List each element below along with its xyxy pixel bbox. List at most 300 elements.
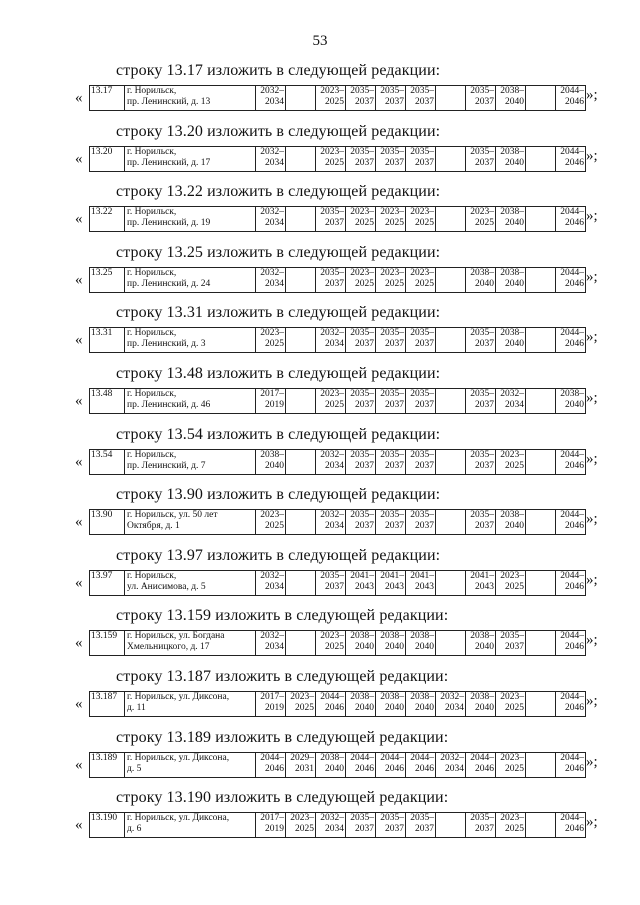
year-start: 2032–: [440, 692, 464, 702]
year-end: 2037: [355, 157, 374, 168]
year-range-cell: [436, 86, 466, 111]
year-range-cell: [316, 449, 346, 474]
address-cell: [125, 389, 256, 414]
year-range-cell: [556, 267, 586, 292]
year-range-cell: [406, 813, 436, 838]
year-end: 2019: [265, 400, 284, 410]
year-start: 2038–: [560, 389, 584, 399]
year-range-cell: [346, 752, 376, 777]
year-range-cell: [376, 328, 406, 353]
year-end: 2046: [565, 218, 584, 229]
year-start: 2023–: [320, 86, 344, 96]
year-range-cell: [406, 449, 436, 474]
year-start: 2038–: [380, 631, 404, 642]
year-start: 2035–: [320, 207, 344, 218]
year-end: 2034: [325, 521, 344, 532]
year-end: 2025: [505, 763, 524, 774]
row-number-cell: 13.189: [90, 752, 125, 777]
year-start: 2044–: [350, 752, 374, 763]
year-range-cell: [286, 267, 316, 292]
year-range-cell: [256, 510, 286, 535]
year-end: 2037: [415, 339, 434, 350]
address-line: Октября, д. 1: [127, 521, 180, 532]
year-range-cell: [346, 449, 376, 474]
year-range-cell: [316, 692, 346, 717]
year-start: 2038–: [260, 449, 284, 460]
year-end: 2034: [265, 97, 284, 107]
year-range-cell: [556, 692, 586, 717]
year-start: 2035–: [500, 631, 524, 642]
year-end: 2046: [565, 703, 584, 713]
quote-open: «: [75, 514, 83, 531]
year-start: 2032–: [260, 570, 284, 581]
year-start: 2038–: [410, 631, 434, 642]
year-range-cell: [496, 692, 526, 717]
year-end: 2034: [505, 400, 524, 410]
year-end: 2034: [325, 460, 344, 471]
year-range-cell: [526, 449, 556, 474]
year-start: 2035–: [380, 86, 404, 96]
year-range-cell: [526, 267, 556, 292]
year-end: 2025: [325, 642, 344, 653]
year-end: 2037: [415, 157, 434, 168]
quote-open: «: [75, 696, 83, 712]
year-range-cell: [376, 449, 406, 474]
year-range-cell: [436, 510, 466, 535]
year-end: 2025: [325, 97, 344, 107]
amendment-block: [0, 244, 640, 304]
year-end: 2025: [355, 278, 374, 289]
year-end: 2046: [565, 278, 584, 289]
year-end: 2040: [505, 157, 524, 168]
address-cell: [125, 510, 256, 535]
year-end: 2046: [565, 157, 584, 168]
year-start: 2035–: [380, 510, 404, 521]
year-range-cell: [376, 631, 406, 656]
amendment-heading: строку 13.31 изложить в следующей редакции:: [116, 304, 441, 322]
address-line: г. Норильск,: [127, 267, 177, 278]
year-range-cell: [316, 389, 346, 414]
year-range-cell: [406, 146, 436, 171]
address-line: пр. Ленинский, д. 7: [127, 460, 206, 471]
year-range-cell: [496, 449, 526, 474]
year-range-cell: [466, 510, 496, 535]
year-range-cell: [376, 752, 406, 777]
year-start: 2035–: [410, 328, 434, 339]
year-start: 2023–: [320, 631, 344, 642]
amendment-heading: строку 13.22 изложить в следующей редакции:: [116, 183, 441, 201]
year-range-cell: [436, 146, 466, 171]
year-range-cell: [556, 631, 586, 656]
address-line: г. Норильск,: [127, 389, 177, 399]
year-range-cell: [496, 207, 526, 232]
year-start: 2044–: [560, 510, 584, 521]
address-cell: [125, 207, 256, 232]
year-end: 2046: [415, 763, 434, 774]
year-end: 2037: [475, 97, 494, 107]
year-range-cell: [526, 631, 556, 656]
year-range-cell: [526, 570, 556, 595]
amendment-heading: строку 13.90 изложить в следующей редакции:: [116, 486, 441, 504]
year-range-cell: [496, 631, 526, 656]
year-start: 2044–: [560, 146, 584, 157]
quote-close: »;: [586, 511, 598, 528]
year-range-cell: [346, 207, 376, 232]
year-range-cell: [346, 328, 376, 353]
year-start: 2035–: [350, 510, 374, 521]
year-range-cell: [256, 752, 286, 777]
quote-open: «: [75, 756, 83, 773]
year-range-cell: [406, 752, 436, 777]
year-start: 2035–: [380, 813, 404, 824]
year-range-cell: [556, 813, 586, 838]
year-range-cell: [376, 207, 406, 232]
year-range-cell: [286, 510, 316, 535]
quote-open: «: [75, 453, 83, 470]
quote-open: «: [75, 211, 83, 228]
year-end: 2040: [355, 703, 374, 713]
amendment-heading: строку 13.189 изложить в следующей редакции:: [116, 728, 449, 746]
amendment-block: [0, 304, 640, 364]
year-start: 2023–: [500, 692, 524, 702]
year-range-cell: [346, 389, 376, 414]
row-number-cell: 13.97: [90, 570, 125, 595]
year-start: 2035–: [350, 146, 374, 157]
address-line: г. Норильск,: [127, 207, 177, 218]
year-start: 2044–: [380, 752, 404, 763]
year-range-cell: [406, 207, 436, 232]
year-range-cell: [346, 692, 376, 717]
year-start: 2035–: [350, 328, 374, 339]
amendment-table-row: [89, 146, 586, 172]
year-start: 2038–: [410, 692, 434, 702]
year-end: 2037: [385, 460, 404, 471]
year-range-cell: [526, 813, 556, 838]
amendment-heading: строку 13.48 изложить в следующей редакции:: [116, 365, 441, 382]
year-range-cell: [496, 510, 526, 535]
year-end: 2043: [385, 581, 404, 592]
row-number-cell: 13.17: [90, 86, 125, 111]
year-start: 2023–: [260, 510, 284, 521]
year-range-cell: [466, 631, 496, 656]
year-range-cell: [286, 207, 316, 232]
year-end: 2034: [445, 763, 464, 774]
year-end: 2046: [565, 460, 584, 471]
year-end: 2037: [475, 521, 494, 532]
year-range-cell: [526, 328, 556, 353]
year-range-cell: [466, 389, 496, 414]
year-range-cell: [526, 692, 556, 717]
year-end: 2034: [265, 278, 284, 289]
year-range-cell: [526, 146, 556, 171]
year-end: 2019: [265, 824, 284, 835]
year-range-cell: [256, 631, 286, 656]
year-end: 2046: [355, 763, 374, 774]
year-end: 2034: [265, 581, 284, 592]
year-start: 2035–: [350, 389, 374, 399]
year-end: 2046: [265, 763, 284, 774]
amendment-table-row: [89, 449, 586, 475]
address-line: г. Норильск, ул. Диксона,: [127, 752, 230, 763]
year-range-cell: [556, 328, 586, 353]
year-start: 2035–: [470, 146, 494, 157]
address-line: Хмельницкого, д. 17: [127, 642, 210, 653]
year-range-cell: [376, 813, 406, 838]
year-start: 2032–: [440, 752, 464, 763]
amendment-table-row: [89, 388, 586, 414]
year-start: 2035–: [320, 570, 344, 581]
year-end: 2046: [565, 339, 584, 350]
year-start: 2032–: [320, 449, 344, 460]
year-range-cell: [256, 207, 286, 232]
amendment-block: [0, 789, 640, 849]
quote-close: »;: [586, 147, 598, 164]
year-end: 2037: [475, 339, 494, 350]
year-end: 2040: [505, 97, 524, 107]
year-range-cell: [316, 267, 346, 292]
year-range-cell: [526, 752, 556, 777]
year-range-cell: [436, 207, 466, 232]
year-range-cell: [556, 449, 586, 474]
year-range-cell: [376, 692, 406, 717]
amendment-table-row: [89, 85, 586, 111]
year-start: 2035–: [470, 389, 494, 399]
year-range-cell: [406, 86, 436, 111]
year-start: 2023–: [290, 692, 314, 702]
year-end: 2043: [415, 581, 434, 592]
row-number-cell: 13.48: [90, 389, 125, 414]
row-number-cell: 13.159: [90, 631, 125, 656]
year-end: 2025: [385, 218, 404, 229]
year-start: 2038–: [350, 692, 374, 702]
year-range-cell: [436, 692, 466, 717]
year-start: 2038–: [500, 267, 524, 278]
amendment-block: [0, 729, 640, 789]
year-range-cell: [376, 570, 406, 595]
year-start: 2041–: [380, 570, 404, 581]
year-range-cell: [286, 692, 316, 717]
address-cell: [125, 692, 256, 717]
year-start: 2035–: [320, 267, 344, 278]
year-end: 2046: [565, 763, 584, 774]
amendment-heading: строку 13.190 изложить в следующей редакции:: [116, 789, 449, 807]
year-end: 2025: [295, 824, 314, 835]
address-line: д. 6: [127, 824, 142, 835]
year-end: 2037: [355, 400, 374, 410]
year-start: 2038–: [500, 510, 524, 521]
year-end: 2046: [565, 581, 584, 592]
year-start: 2032–: [320, 813, 344, 824]
year-start: 2032–: [260, 146, 284, 157]
year-range-cell: [376, 146, 406, 171]
year-range-cell: [346, 510, 376, 535]
year-start: 2044–: [410, 752, 434, 763]
year-end: 2025: [475, 218, 494, 229]
year-end: 2037: [355, 824, 374, 835]
year-start: 2032–: [260, 207, 284, 218]
row-number-cell: 13.31: [90, 328, 125, 353]
year-range-cell: [286, 752, 316, 777]
year-start: 2044–: [260, 752, 284, 763]
amendment-table-row: [89, 812, 586, 838]
year-end: 2040: [505, 521, 524, 532]
year-range-cell: [526, 207, 556, 232]
year-start: 2023–: [290, 813, 314, 824]
quote-close: »;: [586, 450, 598, 467]
quote-close: »;: [586, 571, 598, 588]
address-line: пр. Ленинский, д. 24: [127, 278, 211, 289]
year-end: 2034: [325, 824, 344, 835]
amendment-block: [0, 365, 640, 425]
year-start: 2023–: [380, 267, 404, 278]
year-start: 2044–: [560, 267, 584, 278]
quote-close: »;: [586, 632, 598, 649]
year-start: 2029–: [290, 752, 314, 763]
amendment-block: [0, 668, 640, 728]
year-end: 2025: [355, 218, 374, 229]
year-start: 2044–: [560, 692, 584, 702]
address-cell: [125, 146, 256, 171]
year-end: 2025: [325, 157, 344, 168]
amendment-table-row: [89, 630, 586, 656]
year-end: 2025: [265, 521, 284, 532]
amendment-block: [0, 547, 640, 607]
year-start: 2038–: [470, 631, 494, 642]
row-number-cell: 13.22: [90, 207, 125, 232]
year-range-cell: [466, 328, 496, 353]
year-end: 2046: [385, 763, 404, 774]
year-range-cell: [256, 328, 286, 353]
address-line: г. Норильск,: [127, 146, 177, 157]
amendment-table-row: [89, 752, 586, 778]
year-range-cell: [556, 207, 586, 232]
year-range-cell: [346, 813, 376, 838]
quote-open: «: [75, 332, 83, 349]
year-start: 2038–: [500, 146, 524, 157]
year-range-cell: [556, 86, 586, 111]
year-start: 2044–: [560, 752, 584, 763]
address-line: г. Норильск,: [127, 570, 177, 581]
year-start: 2035–: [380, 146, 404, 157]
year-end: 2034: [445, 703, 464, 713]
year-range-cell: [496, 267, 526, 292]
amendment-table-row: [89, 691, 586, 717]
year-start: 2035–: [470, 813, 494, 824]
year-range-cell: [316, 813, 346, 838]
year-start: 2035–: [380, 328, 404, 339]
year-end: 2025: [415, 278, 434, 289]
address-cell: [125, 813, 256, 838]
amendment-block: [0, 123, 640, 183]
year-start: 2035–: [380, 389, 404, 399]
address-cell: [125, 570, 256, 595]
year-range-cell: [556, 570, 586, 595]
year-start: 2023–: [500, 570, 524, 581]
year-range-cell: [556, 146, 586, 171]
page-number: 53: [312, 33, 328, 49]
address-line: пр. Ленинский, д. 17: [127, 157, 211, 168]
row-number-cell: 13.20: [90, 146, 125, 171]
year-end: 2025: [325, 400, 344, 410]
year-end: 2025: [505, 581, 524, 592]
quote-close: »;: [586, 753, 598, 770]
year-end: 2034: [325, 339, 344, 350]
year-start: 2032–: [320, 510, 344, 521]
year-range-cell: [406, 631, 436, 656]
year-end: 2046: [325, 703, 344, 713]
year-end: 2040: [475, 278, 494, 289]
quote-close: »;: [586, 268, 598, 285]
year-end: 2040: [415, 642, 434, 653]
year-range-cell: [466, 692, 496, 717]
year-end: 2040: [355, 642, 374, 653]
year-range-cell: [346, 631, 376, 656]
year-range-cell: [316, 631, 346, 656]
year-range-cell: [496, 752, 526, 777]
year-start: 2023–: [350, 267, 374, 278]
year-start: 2017–: [260, 389, 284, 399]
year-range-cell: [496, 813, 526, 838]
year-start: 2041–: [470, 570, 494, 581]
year-start: 2032–: [500, 389, 524, 399]
year-start: 2044–: [560, 207, 584, 218]
year-range-cell: [556, 389, 586, 414]
amendment-heading: строку 13.25 изложить в следующей редакции:: [116, 243, 441, 261]
year-start: 2038–: [500, 328, 524, 339]
address-line: г. Норильск,: [127, 328, 177, 339]
year-start: 2044–: [560, 570, 584, 581]
quote-open: «: [75, 574, 83, 591]
year-range-cell: [256, 267, 286, 292]
year-range-cell: [526, 510, 556, 535]
year-range-cell: [256, 570, 286, 595]
year-end: 2034: [265, 642, 284, 653]
address-line: пр. Ленинский, д. 13: [127, 97, 211, 107]
year-range-cell: [316, 570, 346, 595]
address-line: г. Норильск, ул. Диксона,: [127, 692, 230, 702]
year-range-cell: [406, 570, 436, 595]
year-end: 2037: [325, 581, 344, 592]
year-end: 2037: [475, 157, 494, 168]
year-end: 2043: [475, 581, 494, 592]
year-range-cell: [436, 813, 466, 838]
year-end: 2025: [505, 460, 524, 471]
year-range-cell: [286, 86, 316, 111]
year-end: 2037: [355, 521, 374, 532]
year-end: 2040: [505, 339, 524, 350]
year-range-cell: [286, 449, 316, 474]
year-end: 2025: [295, 703, 314, 713]
address-line: ул. Анисимова, д. 5: [127, 581, 206, 592]
year-start: 2035–: [470, 510, 494, 521]
year-end: 2040: [475, 642, 494, 653]
year-end: 2040: [415, 703, 434, 713]
year-range-cell: [466, 449, 496, 474]
year-end: 2037: [385, 97, 404, 107]
year-range-cell: [286, 813, 316, 838]
year-range-cell: [286, 631, 316, 656]
year-start: 2035–: [410, 389, 434, 399]
year-end: 2040: [505, 218, 524, 229]
year-range-cell: [346, 146, 376, 171]
year-start: 2017–: [260, 692, 284, 702]
year-end: 2037: [355, 339, 374, 350]
year-end: 2037: [325, 218, 344, 229]
year-start: 2035–: [470, 86, 494, 96]
year-range-cell: [466, 207, 496, 232]
year-start: 2044–: [560, 813, 584, 824]
year-start: 2023–: [320, 389, 344, 399]
